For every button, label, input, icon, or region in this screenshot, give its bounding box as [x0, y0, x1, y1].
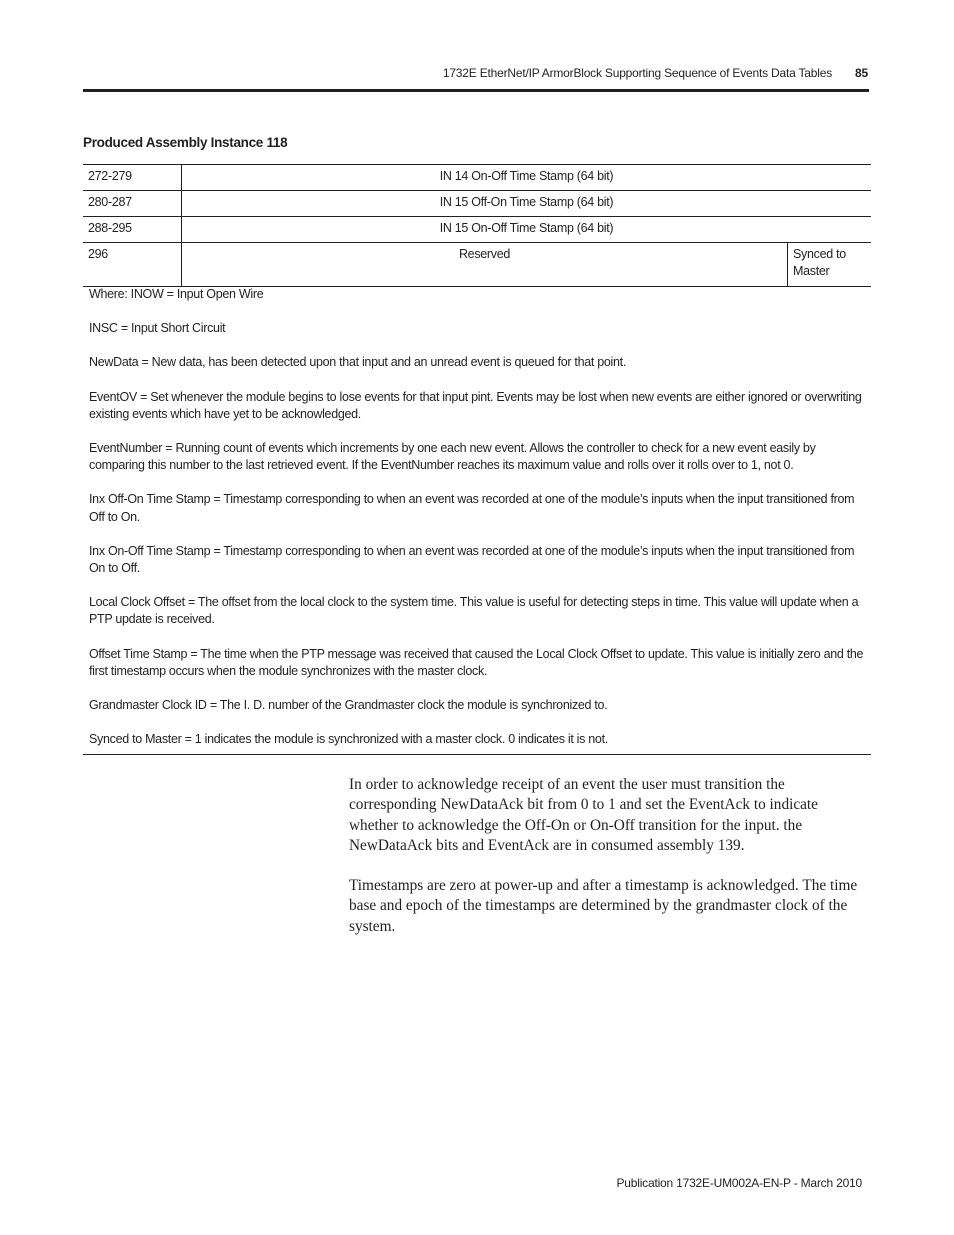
table-title: Produced Assembly Instance 118 — [83, 135, 288, 150]
table-row — [83, 217, 871, 243]
page-header — [0, 66, 954, 82]
body-paragraph: Timestamps are zero at power-up and after a timestamp is acknowledged. The time base and epoch of the timestamps are determined by the grandmaster clock of the system. — [349, 877, 858, 935]
byte-range-cell: 280-287 — [83, 191, 182, 217]
table-notes — [89, 286, 869, 765]
page-number: 85 — [855, 66, 868, 80]
note-item: Where: INOW = Input Open Wire — [89, 287, 264, 301]
description-cell: IN 15 Off-On Time Stamp (64 bit) — [182, 191, 872, 217]
note-item: Grandmaster Clock ID = The I. D. number of the Grandmaster clock the module is synchronized to. — [89, 698, 608, 713]
description-cell: IN 15 On-Off Time Stamp (64 bit) — [182, 217, 872, 243]
table-row — [83, 191, 871, 217]
description-cell: IN 14 On-Off Time Stamp (64 bit) — [182, 165, 872, 191]
publication-footer: Publication 1732E-UM002A-EN-P - March 2010 — [616, 1176, 862, 1190]
note-item: Synced to Master = 1 indicates the module is synchronized with a master clock. 0 indicates it is not. — [89, 732, 608, 747]
assembly-table — [83, 164, 871, 287]
byte-range-cell: 288-295 — [83, 217, 182, 243]
note-item: Offset Time Stamp = The time when the PTP message was received that caused the Local Clock Offset to update. This value is initially zero and the first timestamp occurs when the module synchronizes with the master clock. — [89, 646, 864, 678]
body-text — [349, 775, 869, 957]
note-item: NewData = New data, has been detected upon that input and an unread event is queued for that point. — [89, 355, 627, 370]
note-item: Inx Off-On Time Stamp = Timestamp corresponding to when an event was recorded at one of the module’s inputs when the input transitioned from Off to On. — [89, 492, 855, 524]
description-cell: Reserved — [182, 243, 788, 287]
body-paragraph: In order to acknowledge receipt of an event the user must transition the corresponding NewDataAck bit from 0 to 1 and set the EventAck to indicate whether to acknowledge the Off-On or On-Off transition for the input. the NewDataAck bits and EventAck are in consumed assembly 139. — [349, 776, 818, 854]
table-row — [83, 165, 871, 191]
header-title: 1732E EtherNet/IP ArmorBlock Supporting Sequence of Events Data Tables — [442, 66, 832, 80]
byte-range-cell: 272-279 — [83, 165, 182, 191]
header-rule — [83, 89, 869, 92]
notes-bottom-rule — [83, 754, 871, 755]
table-row — [83, 243, 871, 287]
byte-range-cell: 296 — [83, 243, 182, 287]
note-item: INSC = Input Short Circuit — [89, 321, 226, 336]
note-item: EventOV = Set whenever the module begins to lose events for that input pint. Events may be lost when new events are either ignored or overwriting existing events which have yet to be acknowledged. — [89, 389, 862, 421]
note-item: Local Clock Offset = The offset from the local clock to the system time. This value is useful for detecting steps in time. This value will update when a PTP update is received. — [89, 595, 859, 627]
note-item: Inx On-Off Time Stamp = Timestamp corresponding to when an event was recorded at one of the module’s inputs when the input transitioned from On to Off. — [89, 543, 855, 576]
note-item: EventNumber = Running count of events which increments by one each new event. Allows the controller to check for a new event easily by comparing this number to the last retrieved event. If the EventNumber reaches its maximum value and rolls over it rolls over to 1, not 0. — [89, 441, 816, 473]
synced-to-master-cell: Synced to Master — [788, 243, 872, 287]
